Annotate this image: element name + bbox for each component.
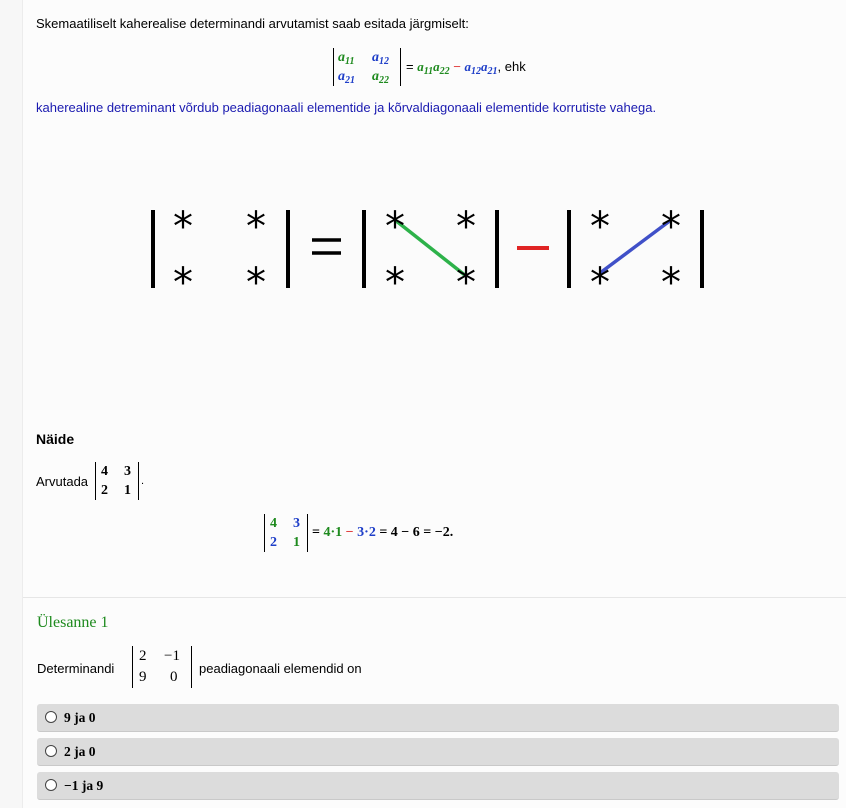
answer-option-3[interactable] [37, 772, 839, 800]
elem-a12: $a_{12}$ [372, 50, 389, 67]
elem: 9 [139, 669, 147, 685]
answer-option-1[interactable] [37, 704, 839, 732]
star: * [661, 260, 681, 306]
elem: 3 [293, 516, 300, 531]
elem: 3 [124, 464, 131, 479]
equals-sign: = [406, 59, 414, 74]
star: * [385, 260, 405, 306]
elem-a21: $a_{21}$ [338, 69, 355, 86]
formula-expansion [406, 59, 526, 77]
option-label: 9 ja 0 [64, 710, 96, 725]
product-main: $a_{11}a_{22}$ [417, 59, 450, 77]
task-heading: Ülesanne 1 [37, 614, 109, 631]
solution-expression: = 4·1 − 3·2 = 4 − 6 = −2. [312, 525, 454, 540]
example-determinant [95, 462, 139, 500]
diagram-svg [23, 160, 846, 410]
star: * [246, 204, 266, 250]
product-anti: $a_{12}a_{21}$ [464, 59, 498, 77]
elem: 2 [139, 648, 147, 664]
section-divider [23, 597, 846, 598]
star: * [173, 260, 193, 306]
star: * [456, 260, 476, 306]
elem: 4 [101, 464, 108, 479]
radio-button[interactable] [45, 711, 57, 723]
star: * [590, 260, 610, 306]
elem: 4 [270, 516, 277, 531]
elem: −1 [164, 648, 180, 664]
rule-text: kaherealine detreminant võrdub peadiagonaali elementide ja kõrvaldiagonaali elementide korrutiste vahega. [36, 100, 657, 115]
elem: 1 [293, 535, 300, 550]
minus-sign: − [453, 59, 461, 74]
star: * [456, 204, 476, 250]
formula-tail: , ehk [497, 59, 526, 74]
elem-a22: $a_{22}$ [372, 69, 389, 86]
elem: 2 [270, 535, 277, 550]
task-suffix: peadiagonaali elemendid on [199, 661, 362, 676]
left-margin [0, 0, 23, 808]
general-determinant [333, 48, 401, 86]
example-prompt: Arvutada [36, 474, 89, 489]
lesson-content [23, 0, 846, 808]
elem: 1 [124, 483, 131, 498]
star: * [385, 204, 405, 250]
radio-button[interactable] [45, 779, 57, 791]
star: * [246, 260, 266, 306]
star: * [661, 204, 681, 250]
star: * [590, 204, 610, 250]
intro-text: Skemaatiliselt kaherealise determinandi arvutamist saab esitada järgmiselt: [36, 16, 469, 31]
task-determinant [132, 646, 192, 688]
elem-a11: $a_{11}$ [338, 50, 355, 67]
option-label: 2 ja 0 [64, 744, 96, 759]
answer-option-2[interactable] [37, 738, 839, 766]
example-heading: Näide [36, 431, 75, 447]
determinant-diagram [23, 160, 846, 410]
solution-determinant [264, 514, 308, 552]
task-prompt: Determinandi [37, 661, 115, 676]
elem: 0 [170, 669, 178, 685]
option-label: −1 ja 9 [64, 778, 104, 793]
radio-button[interactable] [45, 745, 57, 757]
elem: 2 [101, 483, 108, 498]
star: * [173, 204, 193, 250]
trailing-dot: . [141, 475, 145, 487]
